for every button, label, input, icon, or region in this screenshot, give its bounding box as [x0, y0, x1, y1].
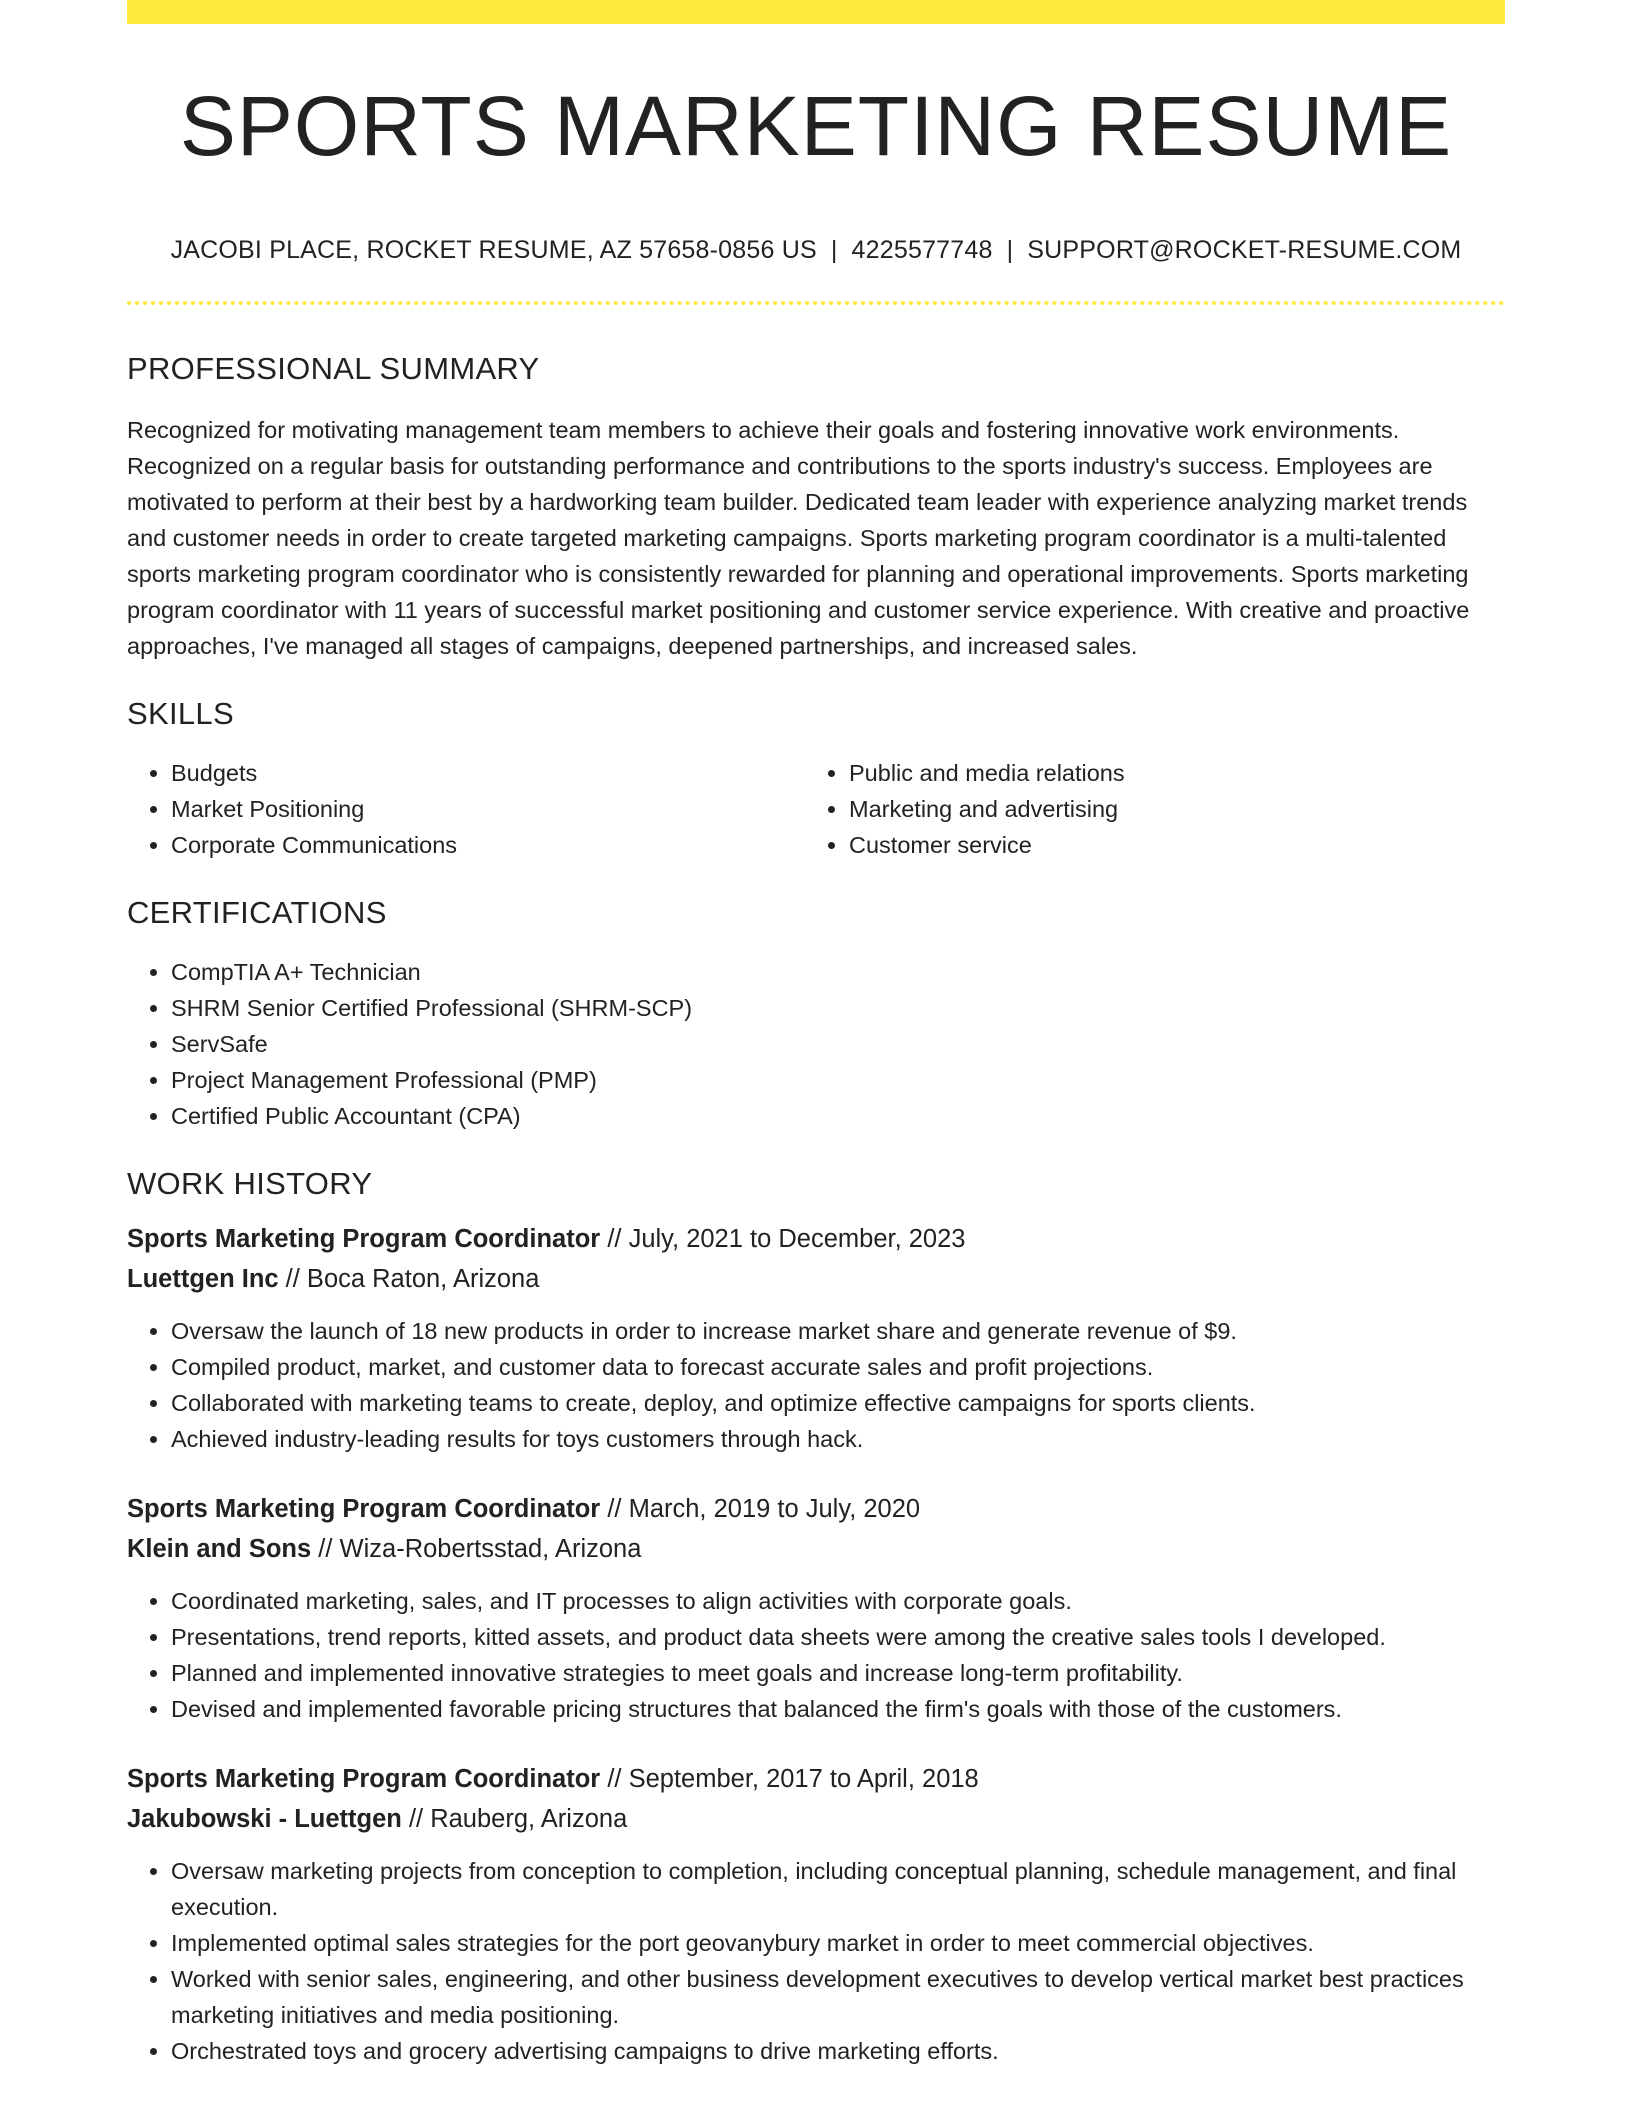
- contact-line: [127, 235, 1505, 265]
- job-dates: // July, 2021 to December, 2023: [600, 1225, 966, 1253]
- contact-phone: 4225577748: [851, 236, 993, 264]
- job-bullet: • Collaborated with marketing teams to create, deploy, and optimize effective campaigns for sports clients.: [171, 1385, 1505, 1421]
- job-bullet: • Implemented optimal sales strategies for the port geovanybury market in order to meet commercial objectives.: [171, 1925, 1505, 1961]
- job-location: // Rauberg, Arizona: [401, 1805, 628, 1833]
- contact-address: JACOBI PLACE, ROCKET RESUME, AZ 57658-0856 US: [170, 236, 817, 264]
- skills-list: [127, 755, 1505, 863]
- certification-item: • Project Management Professional (PMP): [171, 1062, 1505, 1098]
- job-title-line: [127, 1489, 1505, 1529]
- contact-email: SUPPORT@ROCKET-RESUME.COM: [1027, 236, 1462, 264]
- job-title-line: [127, 1759, 1505, 1799]
- skill-item: • Public and media relations: [849, 755, 1505, 791]
- resume-title: SPORTS MARKETING RESUME: [179, 79, 1453, 173]
- dotted-divider: [127, 301, 1505, 305]
- job-bullet: • Orchestrated toys and grocery advertising campaigns to drive marketing efforts.: [171, 2033, 1505, 2069]
- job-location: // Boca Raton, Arizona: [278, 1265, 540, 1293]
- job-company-line: [127, 1799, 1505, 1839]
- job-dates: // September, 2017 to April, 2018: [600, 1765, 979, 1793]
- job-bullet: • Presentations, trend reports, kitted assets, and product data sheets were among the creative sales tools I developed.: [171, 1619, 1505, 1655]
- certifications-heading: CERTIFICATIONS: [127, 895, 387, 930]
- skill-item: • Market Positioning: [171, 791, 805, 827]
- job-dates: // March, 2019 to July, 2020: [600, 1495, 921, 1523]
- certification-item: • Certified Public Accountant (CPA): [171, 1098, 1505, 1134]
- job-entry: [127, 1219, 1505, 1457]
- skill-item: • Corporate Communications: [171, 827, 805, 863]
- job-role: Sports Marketing Program Coordinator: [127, 1225, 601, 1253]
- job-bullet: • Worked with senior sales, engineering, and other business development executives to develop vertical market best practices marketing initiatives and media positioning.: [171, 1961, 1505, 2033]
- resume-page: [127, 0, 1505, 2069]
- job-company-line: [127, 1529, 1505, 1569]
- summary-heading: PROFESSIONAL SUMMARY: [127, 351, 540, 386]
- job-bullet: • Oversaw marketing projects from conception to completion, including conceptual planning, schedule management, and final execution.: [171, 1853, 1505, 1925]
- skills-column-right: [805, 755, 1505, 863]
- job-company: Jakubowski - Luettgen: [127, 1805, 402, 1833]
- work-history-heading: WORK HISTORY: [127, 1166, 373, 1201]
- job-entry: [127, 1489, 1505, 1727]
- job-bullet: • Achieved industry-leading results for toys customers through hack.: [171, 1421, 1505, 1457]
- certification-item: • CompTIA A+ Technician: [171, 954, 1505, 990]
- job-entry: [127, 1759, 1505, 2069]
- summary-text: Recognized for motivating management team members to achieve their goals and fostering innovative work environments. Recognized on a regular basis for outstanding performance and contributions to the sports industry's success. Employees are motivated to perform at their best by a hardworking team builder. Dedicated team leader with experience analyzing market trends and customer needs in order to create targeted marketing campaigns. Sports marketing program coordinator is a multi-talented sports marketing program coordinator who is consistently rewarded for planning and operational improvements. Sports marketing program coordinator with 11 years of successful market positioning and customer service experience. With creative and proactive approaches, I've managed all stages of campaigns, deepened partnerships, and increased sales.: [127, 417, 1470, 659]
- certification-item: • ServSafe: [171, 1026, 1505, 1062]
- skill-item: • Customer service: [849, 827, 1505, 863]
- job-bullet: • Planned and implemented innovative strategies to meet goals and increase long-term profitability.: [171, 1655, 1505, 1691]
- job-bullets: [127, 1313, 1505, 1457]
- job-bullet: • Compiled product, market, and customer data to forecast accurate sales and profit projections.: [171, 1349, 1505, 1385]
- job-bullet: • Coordinated marketing, sales, and IT processes to align activities with corporate goals.: [171, 1583, 1505, 1619]
- job-bullets: [127, 1853, 1505, 2069]
- job-role: Sports Marketing Program Coordinator: [127, 1765, 601, 1793]
- skills-heading: SKILLS: [127, 696, 234, 731]
- job-role: Sports Marketing Program Coordinator: [127, 1495, 601, 1523]
- contact-separator: |: [1006, 236, 1014, 264]
- job-bullet: • Devised and implemented favorable pricing structures that balanced the firm's goals with those of the customers.: [171, 1691, 1505, 1727]
- job-bullet: • Oversaw the launch of 18 new products in order to increase market share and generate revenue of $9.: [171, 1313, 1505, 1349]
- job-bullets: [127, 1583, 1505, 1727]
- job-company: Luettgen Inc: [127, 1265, 279, 1293]
- contact-separator: |: [830, 236, 838, 264]
- skill-item: • Marketing and advertising: [849, 791, 1505, 827]
- certification-item: • SHRM Senior Certified Professional (SHRM-SCP): [171, 990, 1505, 1026]
- job-company-line: [127, 1259, 1505, 1299]
- job-company: Klein and Sons: [127, 1535, 312, 1563]
- top-accent-bar: [127, 0, 1505, 24]
- job-location: // Wiza-Robertsstad, Arizona: [311, 1535, 642, 1563]
- skill-item: • Budgets: [171, 755, 805, 791]
- job-title-line: [127, 1219, 1505, 1259]
- certifications-list: [127, 954, 1505, 1134]
- skills-column-left: [127, 755, 805, 863]
